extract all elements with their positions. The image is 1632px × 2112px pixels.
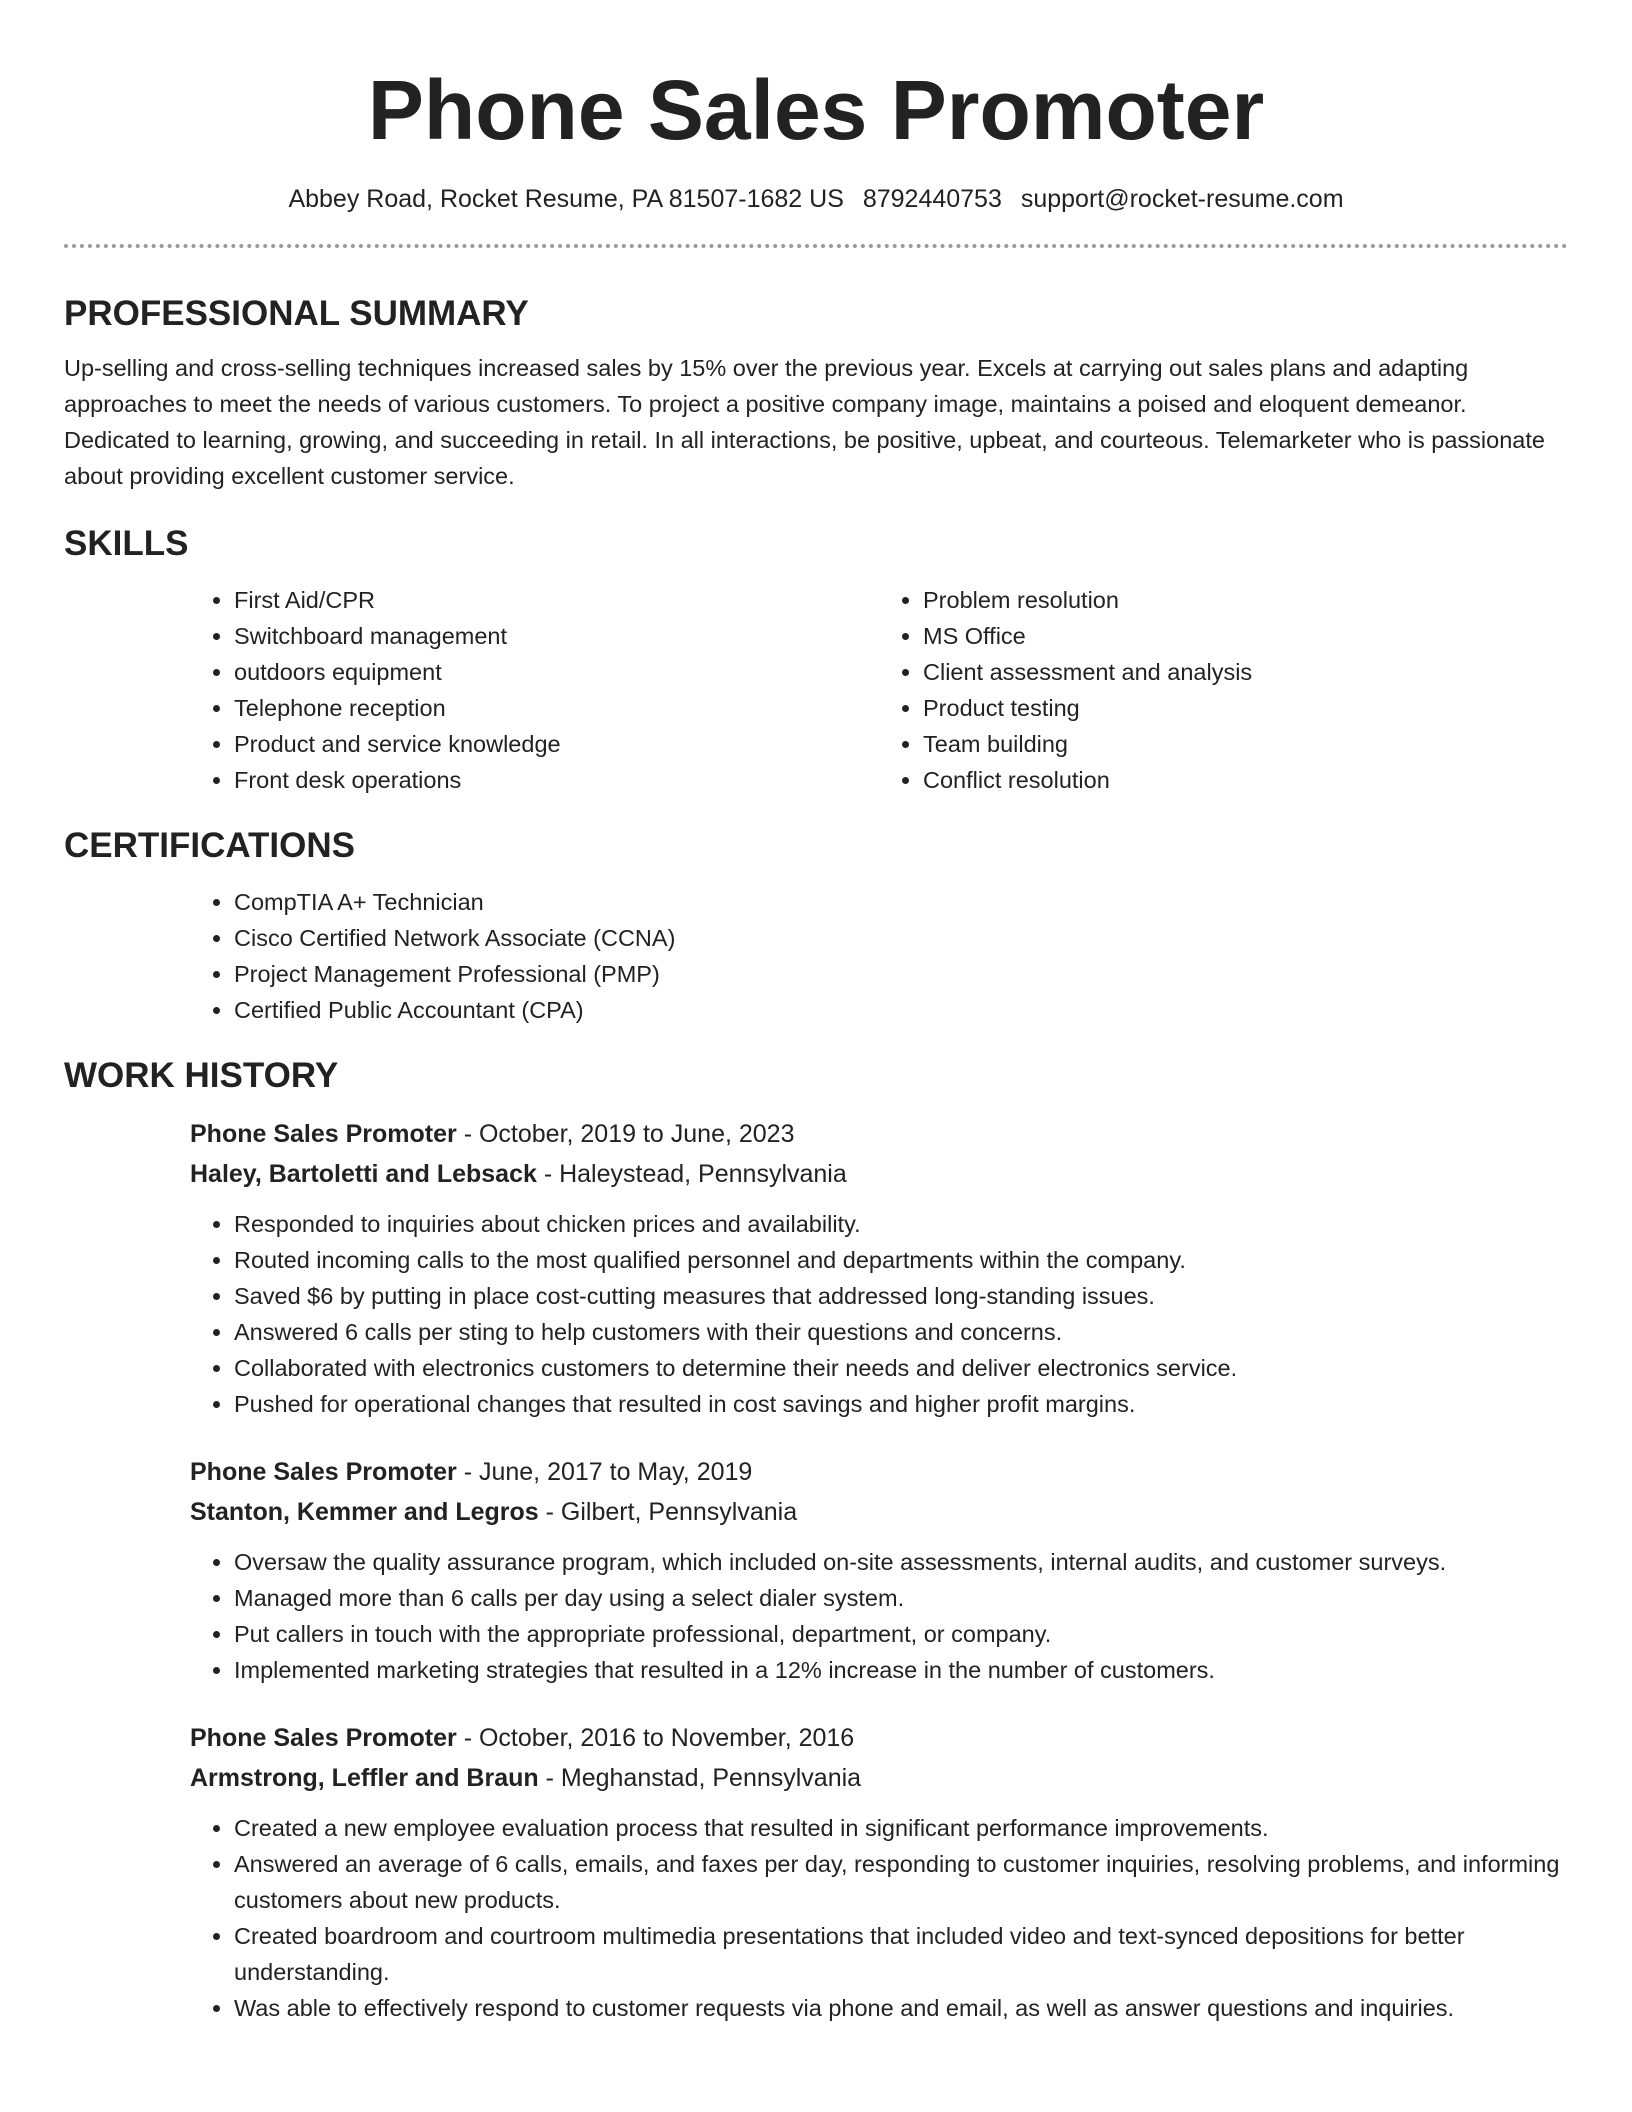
job-bullet: • Routed incoming calls to the most qualified personnel and departments within the company.	[234, 1242, 1568, 1278]
skill-item: • Telephone reception	[234, 690, 879, 726]
header-divider	[64, 244, 1568, 248]
summary-text: Up-selling and cross-selling techniques increased sales by 15% over the previous year. Excels at carrying out sales plans and adapting approaches to meet the needs of various customers. To project a positive company image, maintains a poised and eloquent demeanor. Dedicated to learning, growing, and succeeding in retail. In all interactions, be positive, upbeat, and courteous. Telemarketer who is passionate about providing excellent customer service.	[64, 355, 1545, 489]
certification-item: • CompTIA A+ Technician	[234, 884, 1568, 920]
job-location: - Gilbert, Pennsylvania	[538, 1498, 798, 1526]
job-bullet: • Oversaw the quality assurance program, which included on-site assessments, internal audits, and customer surveys.	[234, 1544, 1568, 1580]
skill-item: • Switchboard management	[234, 618, 879, 654]
job-title-line	[190, 1452, 1568, 1492]
job-title-line	[190, 1114, 1568, 1154]
skills-list-left	[190, 582, 879, 798]
skill-item: • Product and service knowledge	[234, 726, 879, 762]
contact-address: Abbey Road, Rocket Resume, PA 81507-1682 US	[288, 185, 844, 213]
job-bullet: • Responded to inquiries about chicken prices and availability.	[234, 1206, 1568, 1242]
skill-item: • MS Office	[923, 618, 1568, 654]
certification-item: • Certified Public Accountant (CPA)	[234, 992, 1568, 1028]
skill-item: • Conflict resolution	[923, 762, 1568, 798]
certification-item: • Cisco Certified Network Associate (CCNA)	[234, 920, 1568, 956]
job-company: Armstrong, Leffler and Braun	[190, 1764, 539, 1792]
job-entry	[190, 1452, 1568, 1688]
skill-item: • Team building	[923, 726, 1568, 762]
job-bullet: • Answered 6 calls per sting to help customers with their questions and concerns.	[234, 1314, 1568, 1350]
candidate-name: Phone Sales Promoter	[367, 63, 1265, 157]
job-entry	[190, 1114, 1568, 1422]
job-bullets	[190, 1544, 1568, 1688]
certifications-heading: CERTIFICATIONS	[64, 826, 356, 865]
certifications-list	[190, 884, 1568, 1028]
job-location: - Meghanstad, Pennsylvania	[538, 1764, 862, 1792]
job-company: Haley, Bartoletti and Lebsack	[190, 1160, 537, 1188]
job-bullets	[190, 1810, 1568, 2026]
contact-email: support@rocket-resume.com	[1020, 185, 1344, 213]
skill-item: • outdoors equipment	[234, 654, 879, 690]
job-bullet: • Put callers in touch with the appropriate professional, department, or company.	[234, 1616, 1568, 1652]
work-history-heading: WORK HISTORY	[64, 1056, 339, 1095]
job-role: Phone Sales Promoter	[190, 1120, 457, 1148]
job-entry	[190, 1718, 1568, 2026]
skills-heading: SKILLS	[64, 524, 189, 563]
job-title-line	[190, 1718, 1568, 1758]
contact-line	[64, 182, 1568, 216]
job-role: Phone Sales Promoter	[190, 1458, 457, 1486]
job-bullet: • Was able to effectively respond to customer requests via phone and email, as well as answer questions and inquiries.	[234, 1990, 1568, 2026]
skill-item: • Product testing	[923, 690, 1568, 726]
job-company: Stanton, Kemmer and Legros	[190, 1498, 539, 1526]
job-bullet: • Collaborated with electronics customers to determine their needs and deliver electronics service.	[234, 1350, 1568, 1386]
summary-heading: PROFESSIONAL SUMMARY	[64, 294, 529, 333]
skills-list-right	[879, 582, 1568, 798]
skill-item: • Front desk operations	[234, 762, 879, 798]
job-bullet: • Created boardroom and courtroom multimedia presentations that included video and text-synced depositions for better understanding.	[234, 1918, 1568, 1990]
job-bullet: • Created a new employee evaluation process that resulted in significant performance improvements.	[234, 1810, 1568, 1846]
skill-item: • Client assessment and analysis	[923, 654, 1568, 690]
resume-page	[64, 0, 1568, 2026]
job-bullet: • Saved $6 by putting in place cost-cutting measures that addressed long-standing issues.	[234, 1278, 1568, 1314]
job-location: - Haleystead, Pennsylvania	[536, 1160, 847, 1188]
skills-columns	[190, 582, 1568, 798]
job-bullet: • Implemented marketing strategies that resulted in a 12% increase in the number of customers.	[234, 1652, 1568, 1688]
skill-item: • Problem resolution	[923, 582, 1568, 618]
skill-item: • First Aid/CPR	[234, 582, 879, 618]
job-bullet: • Managed more than 6 calls per day using a select dialer system.	[234, 1580, 1568, 1616]
job-bullet: • Answered an average of 6 calls, emails, and faxes per day, responding to customer inquiries, resolving problems, and informing customers about new products.	[234, 1846, 1568, 1918]
job-company-line	[190, 1758, 1568, 1798]
job-bullet: • Pushed for operational changes that resulted in cost savings and higher profit margins.	[234, 1386, 1568, 1422]
job-role: Phone Sales Promoter	[190, 1724, 457, 1752]
job-dates: - October, 2019 to June, 2023	[456, 1120, 795, 1148]
job-dates: - October, 2016 to November, 2016	[456, 1724, 855, 1752]
job-bullets	[190, 1206, 1568, 1422]
job-dates: - June, 2017 to May, 2019	[456, 1458, 753, 1486]
contact-phone: 8792440753	[862, 185, 1002, 213]
job-company-line	[190, 1154, 1568, 1194]
certification-item: • Project Management Professional (PMP)	[234, 956, 1568, 992]
job-company-line	[190, 1492, 1568, 1532]
